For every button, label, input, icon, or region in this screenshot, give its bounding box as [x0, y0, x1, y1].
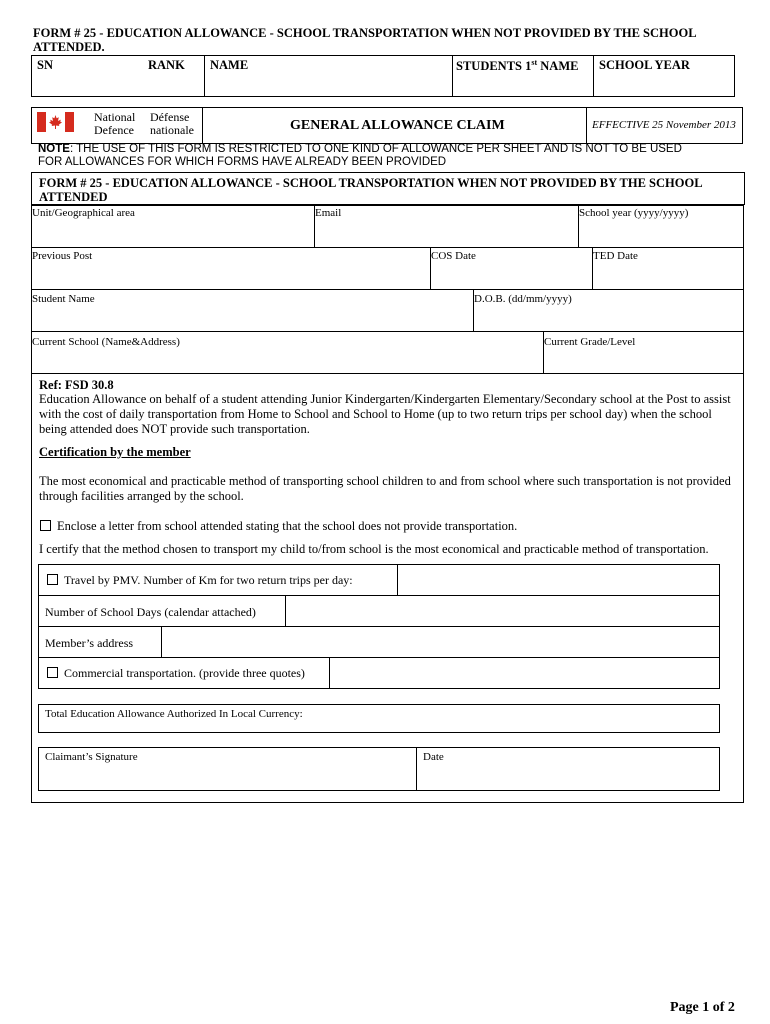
enclose-letter-checkbox[interactable] — [40, 520, 51, 531]
cos-date-field[interactable] — [430, 247, 593, 290]
commercial-input[interactable] — [330, 658, 719, 688]
certification-section — [31, 373, 744, 803]
members-address-label: Member’s address — [45, 636, 134, 650]
certification-line2: through facilities arranged by the school. — [39, 489, 244, 503]
enclose-letter-label: Enclose a letter from school attended stating that the school does not provide transportation. — [57, 519, 518, 533]
email-label: Email — [315, 207, 342, 219]
pmv-checkbox[interactable] — [47, 574, 58, 585]
dnd-fr-line2: nationale — [150, 123, 194, 137]
signature-date-field[interactable] — [417, 748, 719, 790]
name-field[interactable] — [205, 56, 452, 96]
header-table — [31, 55, 735, 97]
students-name-field[interactable] — [453, 56, 593, 96]
dnd-en-line1: National — [94, 110, 136, 124]
cos-date-label: COS Date — [431, 250, 476, 262]
current-school-field[interactable] — [31, 331, 544, 374]
page-title — [33, 26, 753, 54]
unit-label: Unit/Geographical area — [32, 207, 135, 219]
claim-title: GENERAL ALLOWANCE CLAIM — [290, 118, 505, 133]
form-heading-line2: ATTENDED — [39, 190, 108, 204]
claim-header — [31, 107, 743, 144]
members-address-input[interactable] — [162, 627, 719, 657]
signature-row — [38, 747, 720, 791]
certification-heading: Certification by the member — [39, 445, 191, 459]
commercial-checkbox[interactable] — [47, 667, 58, 678]
note-line2: FOR ALLOWANCES FOR WHICH FORMS HAVE ALREADY BEEN PROVIDED — [38, 156, 447, 168]
page-number: Page 1 of 2 — [670, 1000, 735, 1015]
unit-field[interactable] — [31, 205, 315, 248]
school-days-label: Number of School Days (calendar attached) — [45, 605, 256, 619]
page-title-line2: ATTENDED. — [33, 40, 105, 54]
school-year-input[interactable] — [578, 205, 744, 248]
signature-date-label: Date — [423, 751, 444, 763]
school-year-label: SCHOOL YEAR — [599, 58, 690, 72]
commercial-row — [38, 657, 720, 689]
students-name-label: STUDENTS 1st NAME — [456, 58, 579, 74]
ted-date-label: TED Date — [593, 250, 638, 262]
student-name-field[interactable] — [31, 289, 474, 332]
current-grade-field[interactable] — [543, 331, 744, 374]
school-year-input-label: School year (yyyy/yyyy) — [579, 207, 689, 219]
certification-line1: The most economical and practicable method of transporting school children to and from school where such transportation is not provided — [39, 474, 731, 488]
canada-flag-icon — [37, 112, 74, 132]
school-days-input[interactable] — [286, 596, 719, 626]
effective-date: EFFECTIVE 25 November 2013 — [592, 119, 736, 131]
name-label: NAME — [210, 58, 249, 72]
form-heading — [39, 176, 739, 204]
dob-label: D.O.B. (dd/mm/yyyy) — [474, 293, 572, 305]
current-school-label: Current School (Name&Address) — [32, 336, 180, 348]
school-year-field[interactable] — [594, 56, 734, 96]
previous-post-field[interactable] — [31, 247, 431, 290]
total-allowance-label: Total Education Allowance Authorized In Local Currency: — [45, 708, 303, 720]
total-allowance-field[interactable] — [38, 704, 720, 733]
members-address-row — [38, 626, 720, 658]
claimant-signature-field[interactable] — [39, 748, 416, 790]
ted-date-field[interactable] — [592, 247, 744, 290]
pmv-km-input[interactable] — [398, 565, 719, 595]
pmv-row — [38, 564, 720, 596]
email-field[interactable] — [314, 205, 579, 248]
description-paragraph — [39, 392, 739, 437]
description-line2: with the cost of daily transportation from Home to School and School to Home (up to two return trips per school day) when the school — [39, 407, 712, 421]
note-label: NOTE — [38, 143, 70, 155]
ref-label: Ref: FSD 30.8 — [39, 378, 114, 392]
form-heading-line1: FORM # 25 - EDUCATION ALLOWANCE - SCHOOL TRANSPORTATION WHEN NOT PROVIDED BY THE SCHOOL — [39, 176, 703, 190]
rank-field[interactable] — [142, 56, 204, 96]
note — [38, 143, 758, 169]
pmv-option[interactable] — [47, 573, 353, 588]
certify-statement: I certify that the method chosen to transport my child to/from school is the most economical and practicable method of transportation. — [39, 542, 709, 556]
sn-label: SN — [37, 58, 53, 72]
description-line1: Education Allowance on behalf of a student attending Junior Kindergarten/Kindergarten Elementary/Secondary school at the Post to assist — [39, 392, 731, 406]
pmv-label: Travel by PMV. Number of Km for two return trips per day: — [64, 573, 353, 587]
claimant-signature-label: Claimant’s Signature — [45, 751, 138, 763]
page-title-line1: FORM # 25 - EDUCATION ALLOWANCE - SCHOOL TRANSPORTATION WHEN NOT PROVIDED BY THE SCHOOL — [33, 26, 697, 40]
note-line1: : THE USE OF THIS FORM IS RESTRICTED TO ONE KIND OF ALLOWANCE PER SHEET AND IS NOT TO BE USED — [69, 143, 682, 155]
current-grade-label: Current Grade/Level — [544, 336, 636, 348]
dnd-en-line2: Defence — [94, 123, 134, 137]
certification-paragraph — [39, 474, 739, 504]
description-line3: being attended does NOT provide such transportation. — [39, 422, 310, 436]
commercial-option[interactable] — [47, 666, 305, 681]
dnd-fr-line1: Défense — [150, 110, 190, 124]
rank-label: RANK — [148, 58, 185, 72]
commercial-label: Commercial transportation. (provide three quotes) — [64, 666, 305, 680]
student-name-label: Student Name — [32, 293, 95, 305]
previous-post-label: Previous Post — [32, 250, 93, 262]
sn-field[interactable] — [32, 56, 142, 96]
enclose-letter-option[interactable] — [40, 519, 517, 534]
school-days-row — [38, 595, 720, 627]
form-heading-box — [31, 172, 745, 205]
dob-field[interactable] — [473, 289, 744, 332]
